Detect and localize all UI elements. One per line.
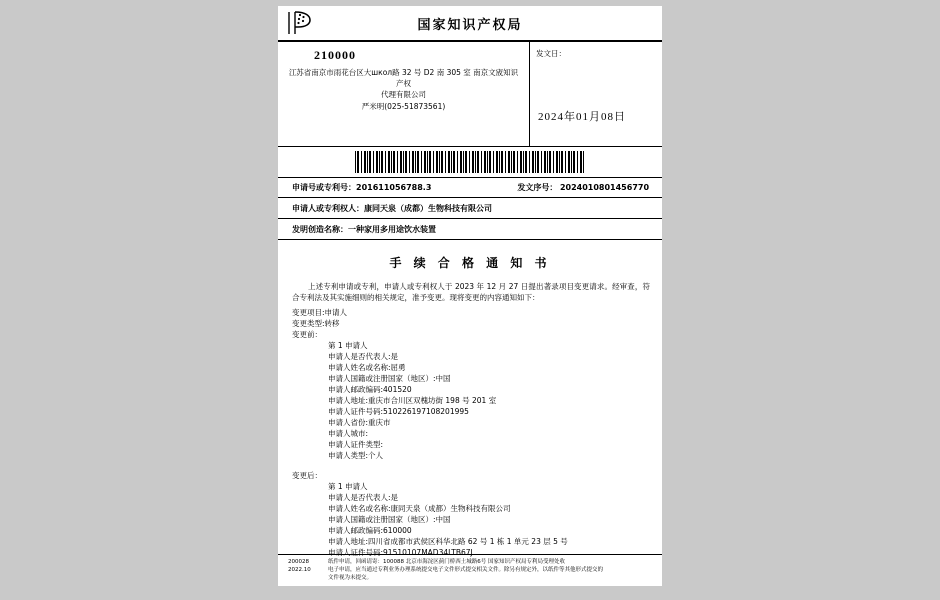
after-field: 申请人是否代表人:是	[328, 493, 399, 502]
after-field: 申请人证件号码:91510107MAD34LTB67J	[328, 548, 473, 557]
document-footer	[278, 554, 662, 586]
document-body	[278, 281, 662, 558]
address-block	[278, 42, 662, 147]
issue-date-value: 2024年01月08日	[538, 111, 626, 123]
zipcode: 210000	[314, 48, 356, 62]
invention-row	[278, 219, 662, 240]
before-field: 申请人类型:个人	[328, 451, 384, 460]
address-line-1: 江苏省南京市雨花台区大школ路 32 号 D2 南 305 室 南京文宬知识产权	[288, 68, 519, 88]
before-field: 申请人地址:重庆市合川区双槐坊街 198 号 201 室	[328, 396, 497, 405]
dispatch-number-value: 2024010801456770	[559, 183, 650, 192]
issue-date-area	[530, 42, 662, 146]
body-paragraph: 上述专利申请或专利，申请人或专利权人于 2023 年 12 月 27 日提出著录项目变更请求。经审查，符合专利法及其实施细则的相关规定，准予变更。现将变更的内容通知如下：	[292, 282, 650, 302]
dispatch-number-label: 发文序号：	[517, 183, 558, 192]
document-header	[278, 6, 662, 42]
before-field: 申请人国籍或注册国家（地区）:中国	[328, 374, 451, 383]
after-field: 申请人姓名或名称:康同天泉（成都）生物科技有限公司	[328, 504, 511, 513]
before-field: 第 1 申请人	[328, 341, 368, 350]
barcode-row	[278, 147, 662, 178]
after-field: 申请人地址:四川省成都市武侯区科华北路 62 号 1 栋 1 单元 23 层 5 号	[328, 537, 568, 546]
organization-title: 国家知识产权局	[417, 17, 523, 33]
footer-text-2: 电子申请，应当通过专利业务办理系统提交电子文件形式提交相关文件。除另有规定外，以纸件等其他形式提交的	[328, 567, 604, 573]
recipient-address-area	[278, 42, 530, 146]
before-field: 申请人邮政编码:401520	[328, 385, 412, 394]
notice-sheet	[278, 6, 662, 586]
address-line-2: 代理有限公司	[381, 90, 426, 99]
after-label: 变更后：	[292, 471, 322, 480]
after-field: 申请人邮政编码:610000	[328, 526, 412, 535]
cnipa-emblem-icon	[286, 9, 316, 37]
application-number-value: 201611056788.3	[356, 183, 432, 192]
before-field: 申请人是否代表人:是	[328, 352, 399, 361]
recipient-name: 严米明(025-51873561)	[361, 102, 446, 111]
before-field: 申请人姓名或名称:屈勇	[328, 363, 406, 372]
before-field: 申请人证件号码:510226197108201995	[328, 407, 469, 416]
footer-code-2: 2022.10	[288, 567, 311, 573]
before-field: 申请人证件类型:	[328, 440, 384, 449]
before-field: 申请人省份:重庆市	[328, 418, 391, 427]
application-number-label: 申请号或专利号：	[292, 183, 356, 192]
page-title: 手 续 合 格 通 知 书	[389, 256, 551, 270]
invention-title-value: 一种家用多用途饮水装置	[348, 224, 436, 234]
application-number-row	[278, 178, 662, 198]
after-field: 申请人国籍或注册国家（地区）:中国	[328, 515, 451, 524]
after-field: 第 1 申请人	[328, 482, 368, 491]
applicant-value: 康同天泉（成都）生物科技有限公司	[364, 203, 492, 213]
issue-date-label: 发文日：	[536, 49, 566, 58]
footer-text-1: 纸件申请，回函请寄：100088 北京市海淀区蓟门桥西土城路6号 国家知识产权局专利局受理处收	[328, 559, 565, 565]
barcode	[355, 151, 585, 173]
change-type-label: 变更类型:转移	[292, 319, 340, 328]
footer-text-3: 文件视为未提交。	[328, 575, 373, 581]
invention-title-label: 发明创造名称：	[292, 224, 348, 234]
before-label: 变更前：	[292, 330, 322, 339]
applicant-label: 申请人或专利权人：	[292, 203, 364, 213]
before-field: 申请人城市:	[328, 429, 369, 438]
footer-code-1: 200028	[288, 559, 309, 565]
change-item-label: 变更项目:申请人	[292, 308, 348, 317]
applicant-row	[278, 198, 662, 219]
